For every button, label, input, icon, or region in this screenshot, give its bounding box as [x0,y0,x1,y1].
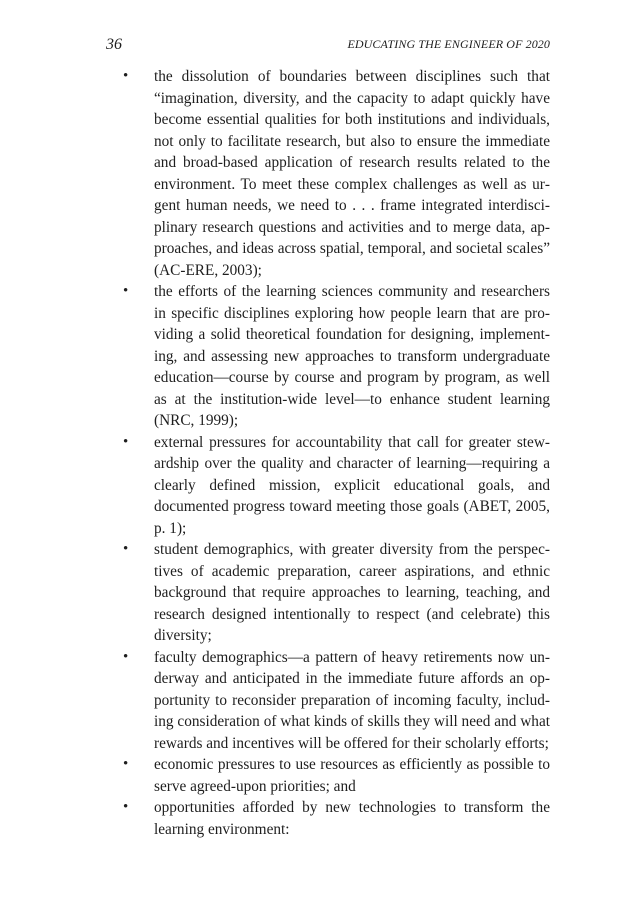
running-title: EDUCATING THE ENGINEER OF 2020 [347,37,550,51]
bullet-marker: • [123,799,129,815]
bullet-item-5 [123,647,550,755]
bullet-marker: • [123,648,129,665]
bullet-marker: • [123,433,129,450]
bullet-item-1 [123,66,550,281]
bullet-text: external pressures for accountability that call for greater stewardship over the quality and character of learning—requiring a clearly defined mission, explicit educational goals, and documented progress toward meeting those goals (ABET, 2005, p. 1); [154,433,550,537]
running-head [106,36,550,58]
bullet-marker: • [123,541,129,557]
bullet-text: student demographics, with greater diversity from the perspectives of academic preparation, career aspirations, and ethnic background that require approaches to learning, teaching, and research designed intentionally to respect (and celebrate) this diversity; [154,541,550,644]
bullet-text: the efforts of the learning sciences community and researchers in specific disciplines exploring how people learn that are providing a solid theoretical foundation for designing, implementing, and assessing new approaches to transform undergraduate education—course by course and program by program, as well as at the institution-wide level—to enhance student learning (NRC, 1999); [154,283,550,429]
bullet-text: opportunities afforded by new technologies to transform the learning environment: [154,799,550,838]
bullet-text: economic pressures to use resources as efficiently as possible to serve agreed-upon priorities; and [154,756,550,795]
bullet-item-6 [123,754,550,797]
bullet-marker: • [123,756,129,772]
bullet-item-7 [123,797,550,840]
bullet-item-3 [123,432,550,540]
bullet-text: faculty demographics—a pattern of heavy retirements now underway and anticipated in the immediate future affords an opportunity to reconsider preparation of incoming faculty, including consideration of what kinds of skills they will need and what rewards and incentives will be offered for their scholarly efforts; [154,648,550,752]
page-number: 36 [106,36,122,53]
bullet-marker: • [123,283,129,299]
bullet-list [123,66,550,840]
bullet-marker: • [123,68,129,84]
bullet-item-2 [123,281,550,432]
bullet-text: the dissolution of boundaries between disciplines such that “imagination, diversity, and the capacity to adapt quickly have become essential qualities for both institutions and individuals, not only to facilitate research, but also to ensure the immediate and broad-based application of research results related to the environment. To meet these complex challenges as well as urgent human needs, we need to . . . frame integrated interdisciplinary research questions and activities and to merge data, approaches, and ideas across spatial, temporal, and societal scales” (AC-ERE, 2003); [154,68,550,279]
bullet-item-4 [123,539,550,647]
